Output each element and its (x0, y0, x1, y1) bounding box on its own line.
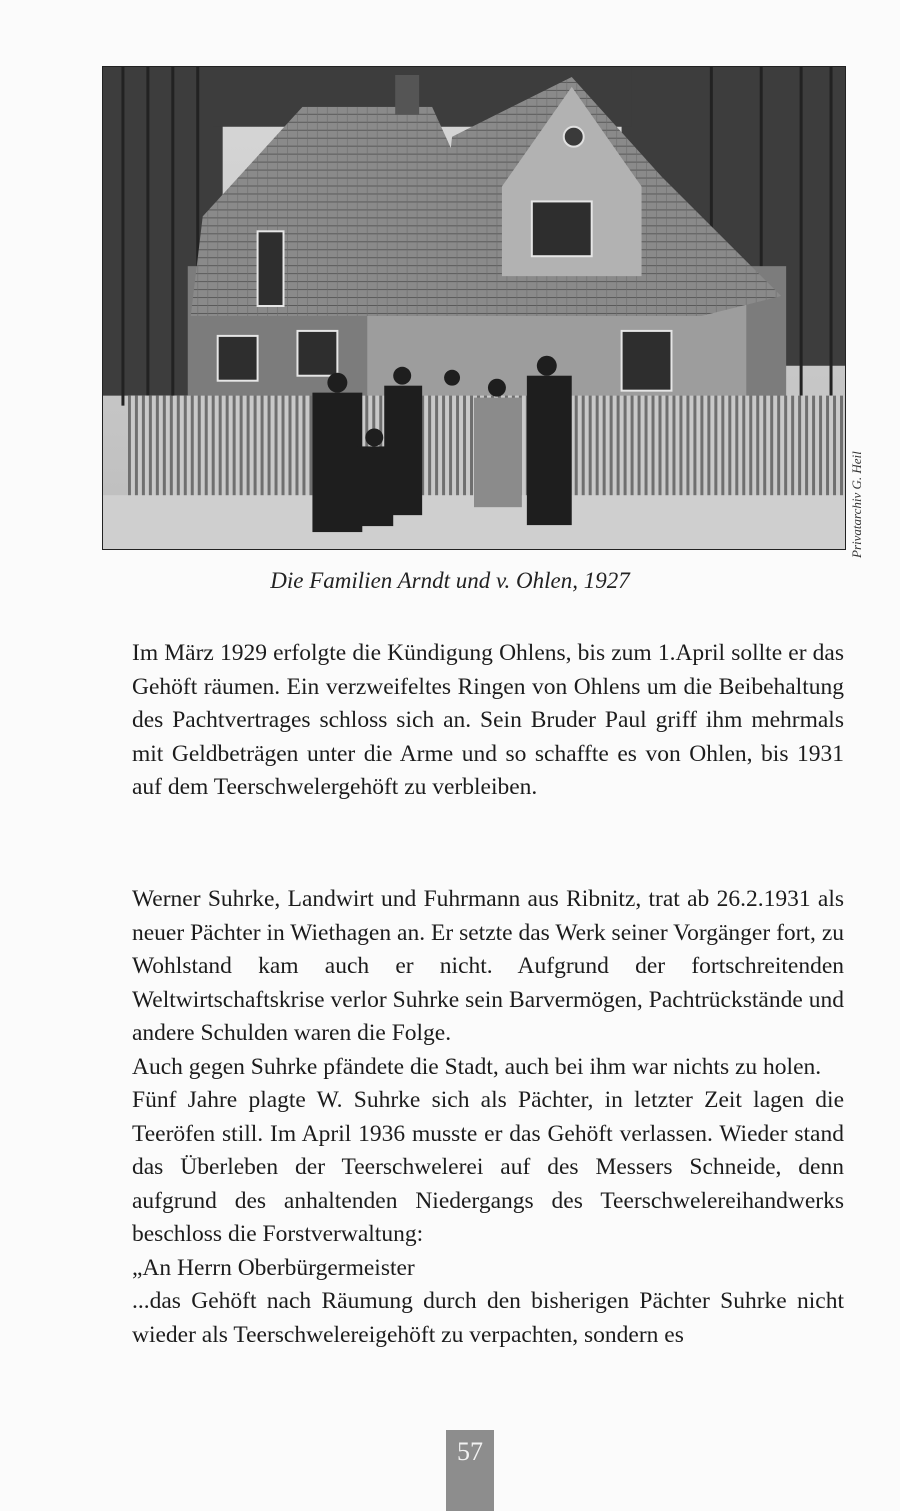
photo-credit-text: Privatarchiv G. Heil (849, 451, 864, 558)
photo-credit (849, 418, 865, 558)
paragraph: Fünf Jahre plagte W. Suhrke sich als Pächter, in letzter Zeit lagen die Teeröfen still. Im April 1936 musste er das Gehöft verlassen. Wieder stand das Überleben der Teerschwelerei auf des Messers Schneide, denn aufgrund des anhaltenden Niedergangs des Teerschwelereihandwerks beschloss die Forstverwaltung: (132, 1087, 844, 1247)
house-photo-illustration (103, 67, 845, 549)
page-number: 57 (446, 1430, 494, 1511)
photo-caption: Die Familien Arndt und v. Ohlen, 1927 (270, 568, 630, 593)
paragraph: Auch gegen Suhrke pfändete die Stadt, auch bei ihm war nichts zu holen. (132, 1053, 822, 1080)
historical-photo (102, 66, 846, 550)
paragraph: Im März 1929 erfolgte die Kündigung Ohlens, bis zum 1.April sollte er das Gehöft räumen. Ein verzweifeltes Ringen von Ohlens um die Beibehaltung des Pachtvertrages schloss sich an. Sein Bruder Paul griff ihm mehrmals mit Geldbeträgen unter die Arme und so schaffte es von Ohlen, bis 1931 auf dem Teerschwelergehöft zu verbleiben. (132, 640, 844, 800)
text-block-2 (132, 883, 844, 1352)
paragraph: ...das Gehöft nach Räumung durch den bisherigen Pächter Suhrke nicht wieder als Teerschwelereigehöft zu verpachten, sondern es (132, 1288, 844, 1348)
paragraph: Werner Suhrke, Landwirt und Fuhrmann aus Ribnitz, trat ab 26.2.1931 als neuer Pächter in Wiethagen an. Er setzte das Werk seiner Vorgänger fort, zu Wohlstand kam auch er nicht. Aufgrund der fortschreitenden Weltwirtschaftskrise verlor Suhrke sein Barvermögen, Pachtrückstände und andere Schulden waren die Folge. (132, 886, 844, 1046)
text-block-1 (132, 637, 844, 805)
paragraph: „An Herrn Oberbürgermeister (132, 1254, 415, 1281)
